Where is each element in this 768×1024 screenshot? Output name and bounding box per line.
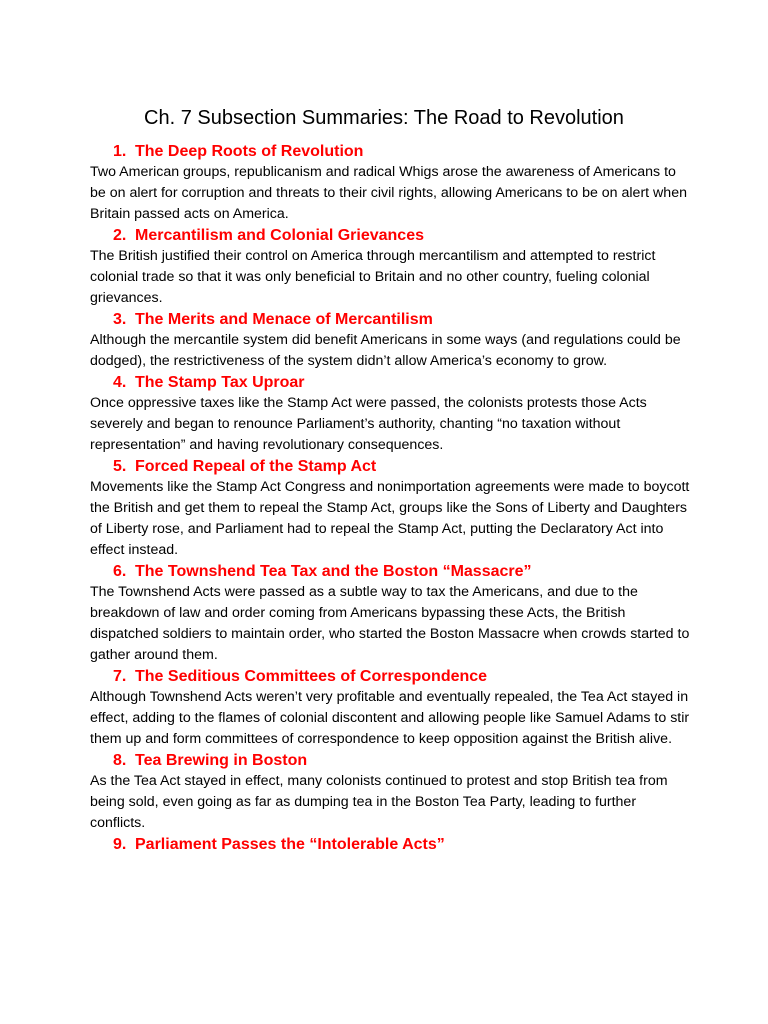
section-number: 8. (113, 752, 127, 769)
section-heading (113, 561, 690, 582)
section-summary: As the Tea Act stayed in effect, many colonists continued to protest and stop British tea from being sold, even going as far as dumping tea in the Boston Tea Party, leading to further conflicts. (90, 773, 668, 831)
section-item (90, 456, 690, 561)
section-heading (113, 834, 690, 855)
section-item (90, 666, 690, 750)
section-summary: Although the mercantile system did benefit Americans in some ways (and regulations could be dodged), the restrictiveness of the system didn’t allow America’s economy to grow. (90, 332, 681, 369)
section-summary: The Townshend Acts were passed as a subtle way to tax the Americans, and due to the breakdown of law and order coming from Americans bypassing these Acts, the British dispatched soldiers to maintain order, who started the Boston Massacre when crowds started to gather around them. (90, 584, 690, 663)
section-title: Tea Brewing in Boston (135, 752, 308, 769)
section-item (90, 750, 690, 834)
section-number: 9. (113, 836, 127, 853)
section-item (90, 372, 690, 456)
section-item (90, 141, 690, 225)
section-title: The Seditious Committees of Correspondence (135, 668, 488, 685)
section-item (90, 561, 690, 666)
section-summary: Although Townshend Acts weren’t very profitable and eventually repealed, the Tea Act stayed in effect, adding to the flames of colonial discontent and allowing people like Samuel Adams to stir them up and form committees of correspondence to keep opposition against the British alive. (90, 689, 690, 747)
section-heading (113, 225, 690, 246)
section-title: Mercantilism and Colonial Grievances (135, 227, 424, 244)
section-item (90, 834, 690, 855)
section-summary: The British justified their control on America through mercantilism and attempted to restrict colonial trade so that it was only beneficial to Britain and no other country, fueling colonial grievances. (90, 248, 656, 306)
section-title: The Stamp Tax Uproar (135, 374, 305, 391)
section-summary: Two American groups, republicanism and radical Whigs arose the awareness of Americans to be on alert for corruption and threats to their civil rights, allowing Americans to be on alert when Britain passed acts on America. (90, 164, 687, 222)
section-heading (113, 750, 690, 771)
section-number: 1. (113, 143, 127, 160)
section-title: The Merits and Menace of Mercantilism (135, 311, 433, 328)
section-item (90, 309, 690, 372)
section-summary: Once oppressive taxes like the Stamp Act were passed, the colonists protests those Acts severely and began to renounce Parliament’s authority, chanting “no taxation without representation” and having revolutionary consequences. (90, 395, 647, 453)
section-list (90, 141, 690, 855)
section-number: 5. (113, 458, 127, 475)
section-heading (113, 456, 690, 477)
section-summary: Movements like the Stamp Act Congress and nonimportation agreements were made to boycott the British and get them to repeal the Stamp Act, groups like the Sons of Liberty and Daughters of Liberty rose, and Parliament had to repeal the Stamp Act, putting the Declaratory Act into effect instead. (90, 479, 690, 558)
section-heading (113, 141, 690, 162)
section-number: 2. (113, 227, 127, 244)
section-title: Forced Repeal of the Stamp Act (135, 458, 377, 475)
section-number: 3. (113, 311, 127, 328)
section-item (90, 225, 690, 309)
section-heading (113, 309, 690, 330)
section-heading (113, 372, 690, 393)
section-title: The Deep Roots of Revolution (135, 143, 364, 160)
section-heading (113, 666, 690, 687)
section-number: 7. (113, 668, 127, 685)
section-title: Parliament Passes the “Intolerable Acts” (135, 836, 445, 853)
section-title: The Townshend Tea Tax and the Boston “Massacre” (135, 563, 532, 580)
section-number: 6. (113, 563, 127, 580)
page-title: Ch. 7 Subsection Summaries: The Road to Revolution (144, 107, 624, 130)
section-number: 4. (113, 374, 127, 391)
